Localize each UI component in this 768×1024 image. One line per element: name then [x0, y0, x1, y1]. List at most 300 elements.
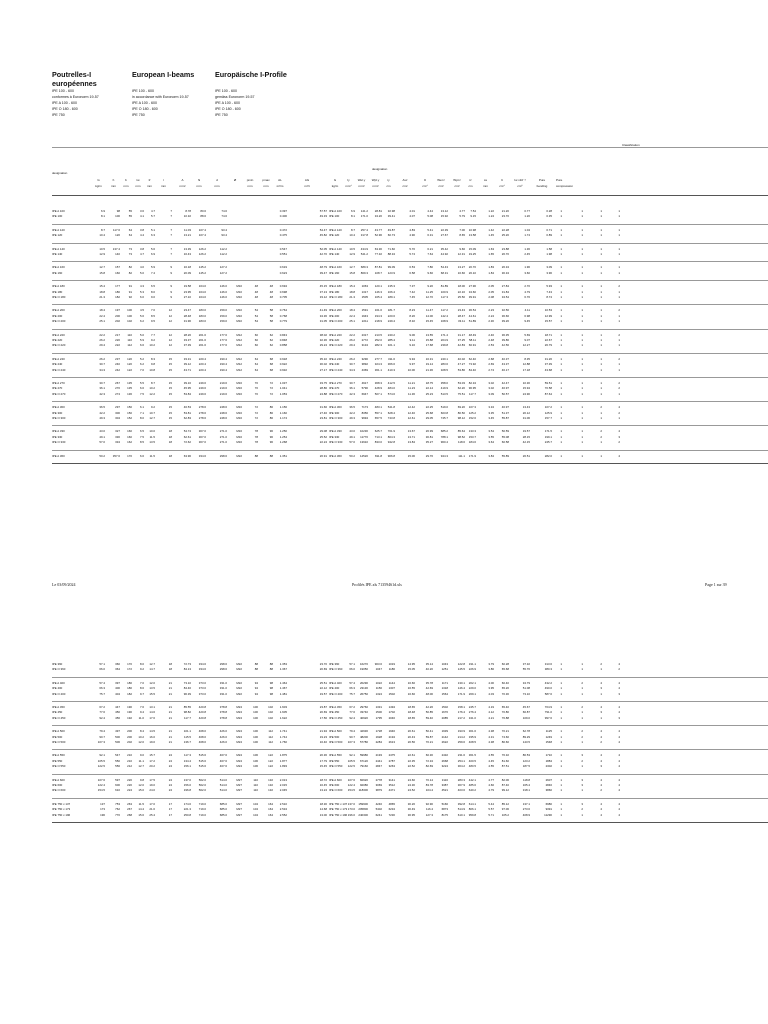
- table-cell: 22.52: [407, 764, 415, 769]
- table-cell: 23.70: [319, 662, 327, 666]
- table-cell: 110: [253, 783, 258, 787]
- table-cell: M27: [236, 801, 242, 806]
- table-cell: 14.6: [149, 710, 155, 715]
- table-cell: 42.26: [425, 705, 433, 709]
- table-cell: 15.92: [440, 214, 448, 219]
- table-cell: 2: [581, 758, 583, 763]
- table-cell: 7: [170, 233, 172, 238]
- table-cell: 39.47: [319, 270, 327, 275]
- table-cell: 1: [600, 667, 602, 672]
- header-de-line: IPE 750: [215, 113, 228, 118]
- col-header: tw: [136, 178, 140, 182]
- table-cell: 4: [618, 705, 620, 709]
- table-cell: 22.24: [319, 440, 327, 445]
- table-cell: 23130: [359, 686, 368, 691]
- table-cell: 118300: [358, 788, 368, 793]
- table-cell: 18.48: [407, 710, 415, 715]
- table-cell: 36.1: [349, 386, 355, 391]
- table-cell: M12: [236, 367, 242, 372]
- table-cell: 10.2: [138, 734, 144, 739]
- table-cell: 98.12: [457, 416, 465, 420]
- table-cell: 90.7: [99, 734, 105, 739]
- table-cell: 23.95: [183, 289, 191, 294]
- table-cell: 64: [254, 356, 258, 361]
- table-cell: 9.16: [409, 343, 415, 348]
- table-cell: 45.82: [319, 233, 327, 238]
- table-cell: 5.0: [139, 332, 144, 337]
- col-unit: mm: [111, 184, 116, 188]
- table-cell: 2: [618, 386, 620, 391]
- table-cell: 53.86: [457, 367, 465, 372]
- table-cell: 4: [618, 734, 620, 739]
- table-cell: 4: [618, 429, 620, 434]
- table-cell: 2: [581, 729, 583, 734]
- table-cell: 100: [127, 308, 132, 313]
- table-cell: 0.768: [279, 313, 287, 318]
- table-cell: 10.2: [149, 386, 155, 391]
- table-cell: 145.2: [198, 270, 206, 275]
- table-cell: 9: [170, 265, 172, 270]
- table-cell: 11.5: [149, 434, 155, 439]
- table-cell: 156.0: [183, 783, 191, 787]
- table-cell: 92.90: [425, 801, 433, 806]
- col-header: hi: [197, 178, 201, 182]
- col-unit: cm⁶: [517, 184, 523, 188]
- row-designation: IPE 180: [52, 289, 63, 294]
- table-cell: 45.15: [319, 284, 327, 289]
- table-cell: 2: [618, 284, 620, 289]
- table-cell: 145.5: [457, 667, 465, 672]
- table-cell: 217: [115, 332, 120, 337]
- table-cell: 150: [127, 410, 132, 415]
- table-cell: 31.96: [183, 319, 191, 324]
- table-cell: 2: [581, 734, 583, 739]
- table-cell: 1: [581, 740, 583, 744]
- table-cell: 183.0: [198, 313, 206, 318]
- table-cell: M22: [236, 662, 242, 666]
- table-cell: 420.8: [198, 705, 206, 709]
- table-cell: 31.84: [501, 289, 509, 294]
- table-cell: 468.0: [198, 740, 206, 744]
- table-cell: 3.09: [546, 265, 552, 270]
- table-cell: 33.75: [319, 381, 327, 385]
- table-cell: 307.0: [198, 434, 206, 439]
- table-cell: 13.12: [440, 209, 448, 213]
- table-cell: IPE A 550: [329, 753, 342, 758]
- header-fr-line: conformes à Euronorm 19-57: [52, 95, 99, 100]
- row-designation: IPE 100: [52, 214, 63, 219]
- table-cell: 8.0: [139, 662, 144, 666]
- col-header: It: [501, 178, 503, 182]
- group-rule: [52, 725, 768, 726]
- table-cell: 99.12: [501, 788, 509, 793]
- table-cell: 28.81: [374, 209, 382, 213]
- table-cell: 1: [581, 295, 583, 299]
- table-cell: 24.88: [319, 391, 327, 396]
- col-header: Iz: [423, 178, 427, 182]
- table-cell: 98.52: [457, 434, 465, 439]
- table-cell: 400.5: [468, 758, 476, 763]
- table-cell: 3: [600, 686, 602, 691]
- table-cell: 66.87: [522, 710, 530, 715]
- table-cell: 0.475: [279, 233, 287, 238]
- table-cell: 220: [127, 783, 132, 787]
- table-cell: 1.04: [524, 227, 530, 232]
- table-cell: 997.6: [544, 715, 552, 720]
- table-cell: 12: [168, 338, 172, 342]
- table-cell: 1: [600, 233, 602, 238]
- table-cell: 1: [581, 434, 583, 439]
- table-cell: 43.68: [544, 367, 552, 372]
- table-cell: 361.1: [374, 367, 382, 372]
- table-cell: 190: [127, 705, 132, 709]
- table-cell: 17.79: [319, 758, 327, 763]
- table-cell: 173: [100, 807, 105, 812]
- table-cell: 483.1: [374, 405, 382, 410]
- table-cell: 48: [254, 284, 258, 289]
- table-cell: 1: [560, 391, 562, 396]
- table-cell: 10.8: [149, 367, 155, 372]
- table-cell: 11.5: [138, 801, 144, 806]
- table-cell: 117.7: [183, 715, 191, 720]
- table-cell: 20.12: [522, 410, 530, 415]
- table-cell: 1.041: [279, 386, 287, 391]
- table-cell: 15: [168, 410, 172, 415]
- table-cell: 19.25: [468, 252, 476, 256]
- table-row: [52, 252, 768, 257]
- table-cell: 74.6: [221, 209, 227, 213]
- table-cell: 1: [600, 386, 602, 391]
- table-cell: 1: [600, 715, 602, 720]
- table-cell: 110: [127, 338, 132, 342]
- table-cell: 200: [127, 734, 132, 739]
- table-cell: 9.2: [150, 338, 155, 342]
- table-cell: 277.7: [374, 356, 382, 361]
- table-cell: 689.3: [360, 265, 368, 270]
- table-cell: 4.79: [488, 788, 494, 793]
- table-cell: 4: [618, 807, 620, 812]
- table-cell: 562.0: [198, 777, 206, 782]
- table-cell: 3860: [545, 788, 552, 793]
- table-cell: 2607: [545, 777, 552, 782]
- table-cell: 556: [115, 764, 120, 769]
- col-unit: mm⁴: [345, 184, 352, 188]
- table-cell: 1: [581, 252, 583, 256]
- group-rule: [52, 450, 768, 451]
- table-cell: 1249: [545, 734, 552, 739]
- table-cell: 1318: [441, 686, 448, 691]
- table-cell: 17.0: [149, 801, 155, 806]
- table-cell: 806.1: [468, 807, 476, 812]
- table-cell: IPE 240: [329, 362, 340, 367]
- table-cell: 11.0: [138, 715, 144, 720]
- table-cell: 116.4: [425, 807, 433, 812]
- table-cell: 719.0: [198, 801, 206, 806]
- table-cell: 0.918: [279, 356, 287, 361]
- table-cell: 1: [581, 289, 583, 294]
- table-cell: M16: [236, 405, 242, 410]
- col-unit: mm: [214, 184, 220, 188]
- table-cell: 136.7: [183, 740, 191, 744]
- table-cell: 17.18: [522, 367, 530, 372]
- table-cell: 145.2: [198, 265, 206, 270]
- table-cell: 1125: [545, 729, 552, 734]
- table-cell: 719.0: [198, 807, 206, 812]
- row-designation: IPE 270: [52, 386, 63, 391]
- table-cell: 112: [127, 343, 132, 348]
- col-header: Iw x10⁻³: [514, 178, 526, 182]
- table-cell: 42.47: [501, 381, 509, 385]
- table-cell: 135.3: [387, 284, 395, 289]
- table-cell: 122: [268, 753, 273, 758]
- table-cell: 24: [168, 753, 172, 758]
- table-cell: 157: [115, 265, 120, 270]
- table-cell: 514.0: [219, 783, 227, 787]
- table-cell: 78: [254, 429, 258, 434]
- table-cell: 143.5: [522, 740, 530, 744]
- table-cell: 3.34: [488, 405, 494, 410]
- table-cell: 1: [581, 686, 583, 691]
- table-cell: 23.87: [319, 705, 327, 709]
- table-cell: 4.7: [139, 252, 144, 256]
- table-cell: 6.2: [139, 319, 144, 324]
- table-cell: 7.54: [470, 209, 476, 213]
- col-header: G: [97, 178, 100, 182]
- table-cell: 67120: [359, 758, 368, 763]
- table-cell: 298.6: [219, 453, 227, 458]
- table-cell: M16: [236, 434, 242, 439]
- col-unit: kg/m: [331, 184, 339, 188]
- table-cell: 118.8: [522, 777, 530, 782]
- table-cell: 1884: [545, 758, 552, 763]
- table-cell: 1: [600, 367, 602, 372]
- table-cell: 4.55: [488, 764, 494, 769]
- row-designation: IPE 360: [52, 662, 63, 666]
- table-cell: 11290: [544, 812, 552, 817]
- table-cell: 150: [127, 405, 132, 410]
- table-cell: 14.7: [149, 667, 155, 672]
- table-cell: 94: [254, 686, 258, 691]
- table-cell: 8.4: [139, 729, 144, 734]
- table-cell: IPE A 600: [329, 777, 342, 782]
- table-cell: 1.741: [279, 729, 287, 734]
- table-cell: 13.27: [457, 265, 465, 270]
- table-cell: 48.00: [425, 691, 433, 696]
- table-cell: 254.1: [457, 758, 465, 763]
- table-cell: 107.3: [347, 740, 355, 744]
- table-cell: 392.8: [457, 801, 465, 806]
- table-cell: IPE O 400: [329, 691, 343, 696]
- table-cell: 54: [254, 319, 258, 324]
- table-cell: 1: [581, 319, 583, 324]
- table-cell: 51.08: [522, 686, 530, 691]
- table-cell: 57.1: [99, 662, 105, 666]
- table-cell: 8356: [361, 410, 368, 415]
- table-cell: 18: [168, 434, 172, 439]
- table-cell: 19050: [359, 667, 368, 672]
- table-cell: IPE 750 x 173: [329, 807, 348, 812]
- table-cell: 15.5: [149, 691, 155, 696]
- table-cell: 2: [618, 381, 620, 385]
- table-cell: 1: [560, 367, 562, 372]
- table-cell: 78: [254, 440, 258, 445]
- table-cell: 172: [127, 667, 132, 672]
- table-cell: 5.7: [150, 214, 155, 219]
- table-cell: 2.48: [488, 338, 494, 342]
- table-cell: 8175: [441, 812, 448, 817]
- table-cell: 191.1: [468, 662, 476, 666]
- table-cell: 1: [618, 227, 620, 232]
- table-cell: 942.8: [387, 440, 395, 445]
- table-cell: 1317: [361, 289, 368, 294]
- table-cell: 60: [254, 332, 258, 337]
- table-cell: 220.4: [198, 367, 206, 372]
- table-cell: 1: [581, 308, 583, 313]
- table-cell: 13.24: [319, 788, 327, 793]
- table-cell: 26.51: [522, 453, 530, 458]
- table-cell: 20.69: [319, 667, 327, 672]
- table-cell: 3: [600, 710, 602, 715]
- table-cell: 2.68: [488, 356, 494, 361]
- table-cell: 177.6: [219, 332, 227, 337]
- table-cell: 1: [560, 214, 562, 219]
- table-cell: 30.7: [99, 362, 105, 367]
- table-cell: 15.4: [99, 284, 105, 289]
- row-designation: IPE 600: [52, 783, 63, 787]
- table-cell: 467.6: [219, 753, 227, 758]
- table-cell: 685.0: [219, 812, 227, 817]
- table-cell: 2046: [388, 715, 395, 720]
- table-cell: 373.0: [198, 691, 206, 696]
- table-cell: 6.53: [409, 265, 415, 270]
- table-cell: 57780: [359, 740, 368, 744]
- table-cell: 62: [269, 338, 273, 342]
- table-cell: 8.7: [350, 227, 355, 232]
- table-cell: IPE O 450: [329, 715, 343, 720]
- table-cell: 13.5: [149, 686, 155, 691]
- row-designation: IPE 750 x 173: [52, 807, 71, 812]
- table-cell: 67.2: [349, 705, 355, 709]
- table-cell: 257.4: [360, 227, 368, 232]
- table-cell: 74.60: [501, 734, 509, 739]
- table-cell: 334.6: [198, 662, 206, 666]
- table-cell: M16: [236, 410, 242, 415]
- table-cell: 12.7: [149, 662, 155, 666]
- col-header: Pure: [538, 178, 546, 182]
- row-designation: IPE O 200: [52, 319, 66, 324]
- table-cell: 2: [581, 680, 583, 685]
- table-cell: 42.15: [522, 440, 530, 445]
- table-cell: 160: [127, 429, 132, 434]
- row-designation: IPE A 600: [52, 777, 65, 782]
- table-cell: 66.91: [468, 343, 476, 348]
- table-cell: 101.1: [183, 729, 191, 734]
- table-cell: 242: [115, 367, 120, 372]
- table-bottom-rule: [52, 822, 768, 823]
- table-cell: 5790: [361, 386, 368, 391]
- table-cell: 1: [600, 227, 602, 232]
- table-cell: 21: [168, 686, 172, 691]
- table-cell: 134.4: [183, 758, 191, 763]
- header-fr-line: IPE 750: [52, 113, 65, 118]
- table-cell: 73.92: [468, 362, 476, 367]
- table-cell: 22.2: [99, 332, 105, 337]
- table-cell: 1: [581, 710, 583, 715]
- table-cell: 2.015: [279, 783, 287, 787]
- table-cell: 16.66: [407, 691, 415, 696]
- table-cell: 140: [115, 252, 120, 256]
- table-cell: 189.1: [387, 295, 395, 299]
- table-cell: 98: [116, 209, 120, 213]
- col-unit: mm: [123, 184, 129, 188]
- table-cell: 9.45: [524, 319, 530, 324]
- row-designation: IPE O 330: [52, 440, 66, 445]
- table-cell: 2284: [375, 740, 382, 744]
- table-cell: 183.0: [198, 319, 206, 324]
- table-cell: 1: [560, 405, 562, 410]
- table-cell: 1: [560, 410, 562, 415]
- table-cell: IPE 750 x 196: [329, 812, 348, 817]
- table-row: [52, 740, 768, 745]
- table-cell: 36.66: [501, 313, 509, 318]
- table-cell: 3.02: [488, 381, 494, 385]
- table-cell: 5.3: [139, 289, 144, 294]
- table-cell: 0.77: [524, 209, 530, 213]
- table-cell: 240: [115, 362, 120, 367]
- table-cell: 4.19: [488, 705, 494, 709]
- table-cell: IPE O 270: [329, 391, 343, 396]
- table-cell: 4: [618, 680, 620, 685]
- table-cell: 4: [618, 710, 620, 715]
- table-cell: 30.34: [501, 270, 509, 275]
- table-cell: 30.49: [407, 807, 415, 812]
- row-designation: IPE A 160: [52, 265, 65, 270]
- table-cell: 21.20: [501, 209, 509, 213]
- table-cell: 3892: [361, 362, 368, 367]
- table-cell: 3141: [388, 777, 395, 782]
- group-rule: [52, 677, 768, 678]
- table-cell: IPE A 240: [329, 356, 342, 361]
- table-cell: 88.6: [200, 214, 206, 219]
- table-cell: 4: [600, 777, 602, 782]
- table-cell: 4.01: [409, 209, 415, 213]
- row-designation: IPE A 140: [52, 246, 65, 251]
- table-cell: 15.45: [319, 764, 327, 769]
- table-cell: 1.74: [524, 233, 530, 238]
- header-en-line: IPE A 100 - 600: [132, 101, 157, 106]
- table-cell: 100: [253, 715, 258, 720]
- table-cell: 181.7: [387, 308, 395, 313]
- table-cell: 1: [560, 764, 562, 769]
- header-en-line: IPE 100 - 600: [132, 89, 154, 93]
- table-cell: 25.1: [349, 319, 355, 324]
- table-cell: 98: [269, 691, 273, 696]
- table-cell: 205800: [358, 807, 368, 812]
- table-cell: 110: [253, 777, 258, 782]
- table-cell: 283.3: [457, 777, 465, 782]
- table-cell: M10: [236, 313, 242, 318]
- row-designation: IPE 160: [52, 270, 63, 275]
- table-cell: 202: [115, 319, 120, 324]
- table-cell: 176.4: [457, 710, 465, 715]
- row-designation: IPE A 120: [52, 227, 65, 232]
- table-cell: 30.81: [425, 434, 433, 439]
- table-row: [52, 233, 768, 238]
- table-cell: 1: [581, 410, 583, 415]
- table-cell: 63.96: [183, 453, 191, 458]
- table-cell: 125.9: [544, 410, 552, 415]
- table-cell: 42.2: [99, 410, 105, 415]
